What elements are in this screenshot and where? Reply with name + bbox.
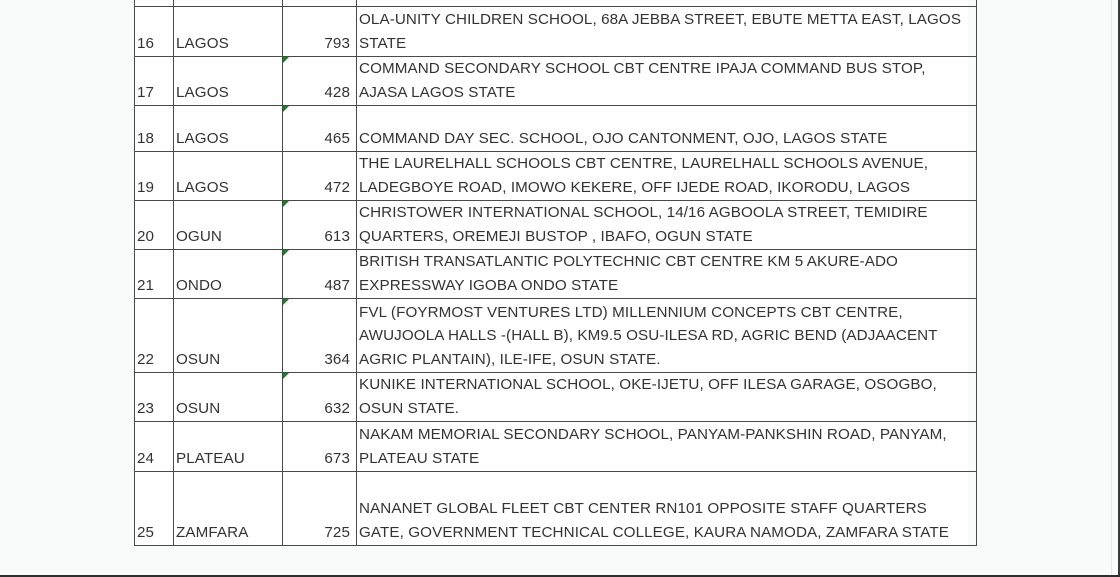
table-row [135,250,977,299]
cell-address[interactable] [357,472,977,546]
cell-number-value: 673 [324,449,350,467]
table-row [135,201,977,250]
cell-number-value: 613 [324,227,350,245]
cell-state[interactable]: OSUN [174,373,283,422]
number-stored-as-text-warning-icon[interactable] [283,57,289,63]
cell-address[interactable] [357,373,977,422]
cell-number-value: 725 [324,523,350,541]
cell-address[interactable] [357,250,977,299]
number-stored-as-text-warning-icon[interactable] [283,299,289,305]
address-line: COMMAND SECONDARY SCHOOL CBT CENTRE IPAJA COMMAND BUS STOP, [359,60,926,77]
address-line: GATE, GOVERNMENT TECHNICAL COLLEGE, KAURA NAMODA, ZAMFARA STATE [359,523,949,541]
table-row [135,299,977,373]
number-stored-as-text-warning-icon[interactable] [283,201,289,207]
cell-number-value: 793 [324,34,350,52]
cell-serial-number[interactable]: 18 [135,106,174,152]
cell-serial-number[interactable]: 23 [135,373,174,422]
address-line: AGRIC PLANTAIN), ILE-IFE, OSUN STATE. [359,350,661,368]
cell-state[interactable]: OSUN [174,299,283,373]
address-line: STATE [359,34,407,52]
cell-number-value: 364 [324,350,350,368]
cell-number[interactable] [283,250,357,299]
address-line: CHRISTOWER INTERNATIONAL SCHOOL, 14/16 AGBOOLA STREET, TEMIDIRE [359,204,928,221]
cell-number[interactable] [283,299,357,373]
table-body [135,0,977,546]
cell-number[interactable] [283,7,357,57]
number-stored-as-text-warning-icon[interactable] [283,106,289,112]
cell-number[interactable] [283,472,357,546]
cell-state[interactable]: LAGOS [174,57,283,106]
table-row [135,472,977,546]
cell-address[interactable] [357,57,977,106]
cell-address[interactable] [357,422,977,472]
table-row [135,57,977,106]
address-line: OLA-UNITY CHILDREN SCHOOL, 68A JEBBA STREET, EBUTE METTA EAST, LAGOS [359,11,962,28]
cell-number[interactable] [283,373,357,422]
table-row [135,373,977,422]
cbt-centre-table-sheet [134,0,968,546]
cell-state[interactable]: LAGOS [174,7,283,57]
page-edge-highlight [1111,0,1112,577]
address-line: NANANET GLOBAL FLEET CBT CENTER RN101 OPPOSITE STAFF QUARTERS [359,500,927,517]
cell-state[interactable]: LAGOS [174,106,283,152]
cell-address[interactable] [357,299,977,373]
cell-address[interactable] [357,106,977,152]
table-row [135,106,977,152]
cell-number[interactable] [283,152,357,201]
cell-serial-number[interactable]: 19 [135,152,174,201]
table-row [135,152,977,201]
cell-number[interactable] [283,422,357,472]
cell-serial-number[interactable]: 25 [135,472,174,546]
table-row [135,422,977,472]
cell-state[interactable]: OGUN [174,201,283,250]
address-line: LADEGBOYE ROAD, IMOWO KEKERE, OFF IJEDE ROAD, IKORODU, LAGOS [359,178,911,196]
address-line: EXPRESSWAY IGOBA ONDO STATE [359,276,619,294]
address-line: AWUJOOLA HALLS -(HALL B), KM9.5 OSU-ILESA RD, AGRIC BEND (ADJAACENT [359,327,938,344]
cell-serial-number[interactable]: 17 [135,57,174,106]
cell-state[interactable]: LAGOS [174,152,283,201]
cell-number-value: 632 [324,399,350,417]
cell-state[interactable]: ZAMFARA [174,472,283,546]
address-line: QUARTERS, OREMEJI BUSTOP , IBAFO, OGUN STATE [359,227,753,245]
cell-number-value: 465 [324,129,350,147]
address-line [359,474,974,498]
address-line: BRITISH TRANSATLANTIC POLYTECHNIC CBT CENTRE KM 5 AKURE-ADO [359,253,898,270]
address-line [359,0,974,5]
address-line: OSUN STATE. [359,399,460,417]
cell-number[interactable] [283,201,357,250]
cell-number-value: 487 [324,276,350,294]
cell-number[interactable] [283,106,357,152]
address-line: NAKAM MEMORIAL SECONDARY SCHOOL, PANYAM-PANKSHIN ROAD, PANYAM, [359,426,947,443]
address-line: COMMAND DAY SEC. SCHOOL, OJO CANTONMENT, OJO, LAGOS STATE [359,129,888,147]
cell-serial-number[interactable]: 24 [135,422,174,472]
cbt-centre-table [134,0,977,546]
number-stored-as-text-warning-icon[interactable] [283,250,289,256]
table-row [135,7,977,57]
address-line: THE LAURELHALL SCHOOLS CBT CENTRE, LAURELHALL SCHOOLS AVENUE, [359,155,929,172]
cell-state[interactable]: ONDO [174,250,283,299]
cell-serial-number[interactable]: 16 [135,7,174,57]
cell-number-value: 428 [324,83,350,101]
cell-serial-number[interactable]: 22 [135,299,174,373]
address-line: PLATEAU STATE [359,449,480,467]
cell-serial-number[interactable]: 20 [135,201,174,250]
number-stored-as-text-warning-icon[interactable] [283,373,289,379]
cell-address[interactable] [357,7,977,57]
address-line: AJASA LAGOS STATE [359,83,516,101]
cell-state[interactable]: PLATEAU [174,422,283,472]
address-line: FVL (FOYRMOST VENTURES LTD) MILLENNIUM CONCEPTS CBT CENTRE, [359,303,903,321]
cell-number-value: 472 [324,178,350,196]
cell-address[interactable] [357,152,977,201]
cell-number[interactable] [283,57,357,106]
cell-serial-number[interactable]: 21 [135,250,174,299]
address-line: KUNIKE INTERNATIONAL SCHOOL, OKE-IJETU, OFF ILESA GARAGE, OSOGBO, [359,376,937,393]
cell-address[interactable] [357,201,977,250]
